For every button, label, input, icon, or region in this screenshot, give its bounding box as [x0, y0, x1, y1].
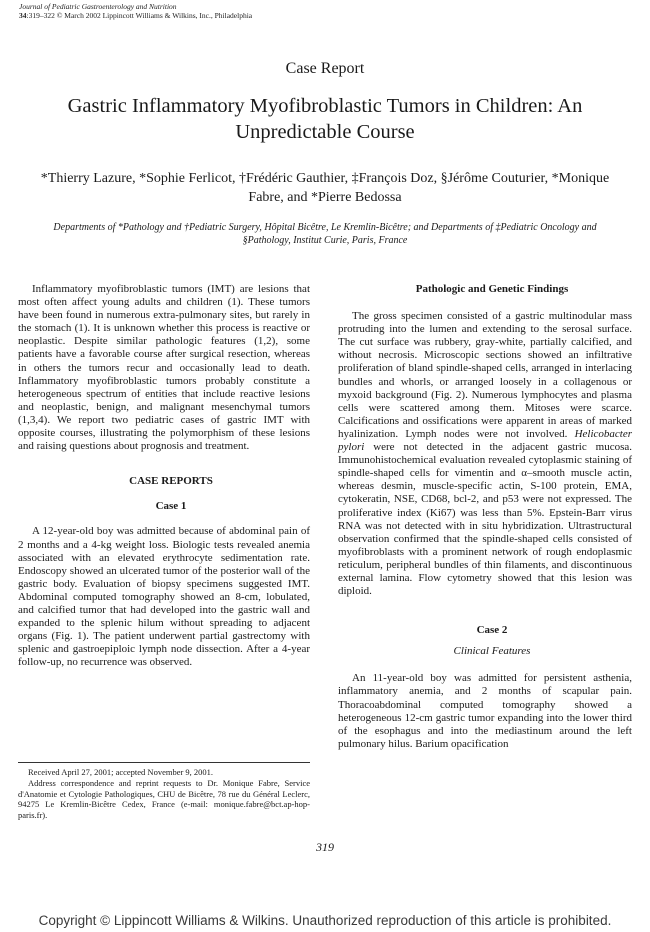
footnote: [18, 762, 310, 821]
clinical-features-heading: Clinical Features: [453, 645, 531, 658]
pathology-text-2: were not detected in the adjacent gastric mucosa. Immunohistochemical evaluation revealed cytoplasmic staining of spindle-shaped cells for vimentin and α–smooth muscle actin, whereas desmin, muscle-specific actin, S-100 protein, EMA, cytokeratin, NSE, CD68, bcl-2, and p53 were not expressed. The proliferative index (Ki67) was less than 5%. Epstein-Barr virus RNA was not detected with in situ hybridization. Ultrastructural observation confirmed that the spindle-shaped cells consisted of myofibroblasts with a prominent network of rough endoplasmic reticulum, peripheral bundles of thin filaments, and discontinuous external lamina. Flow cytometry showed that this lesion was diploid.: [338, 441, 632, 598]
footnote-received: Received April 27, 2001; accepted November 9, 2001.: [28, 767, 214, 777]
pathology-text-1: The gross specimen consisted of a gastric multinodular mass protruding into the lumen and extending to the serosal surface. The cut surface was rubbery, gray-white, partially calcified, and without necrosis. Microscopic sections showed an infiltrative proliferation of bland spindle-shaped cells, arranged in interlacing bundles and whorls, or arranged loosely in a collagenous or myxoid background (Fig. 2). Numerous lymphocytes and plasma cells were scattered among them. Mitoses were scarce. Calcifications and ossifications were apparent in areas of marked hyalinization. Lymph nodes were not involved.: [338, 310, 632, 440]
affiliations: Departments of *Pathology and †Pediatric Surgery, Hôpital Bicêtre, Le Kremlin-Bicêtre; and Departments of ‡Pediatric Oncology and §Pathology, Institut Curie, Paris, France: [53, 222, 597, 246]
case2-heading: Case 2: [476, 624, 508, 637]
pathology-italic-term: Helicobacter pylori: [338, 427, 633, 454]
case2-paragraph: An 11-year-old boy was admitted for persistent asthenia, inflammatory anemia, and 2 months of scapular pain. Thoracoabdominal computed tomography showed a heterogeneous 12-cm gastric tumor expanding into the lower third of the esophagus and into the mediastinum around the left pulmonary hilus. Barium opacification: [338, 672, 632, 750]
pathology-paragraph: [338, 310, 632, 598]
journal-name: Journal of Pediatric Gastroenterology and Nutrition: [19, 2, 177, 11]
left-column: [18, 283, 310, 669]
journal-volume: 34: [19, 11, 27, 20]
journal-header: [19, 2, 252, 20]
footnote-correspondence: Address correspondence and reprint requests to Dr. Monique Fabre, Service d'Anatomie et Cytologie Pathologiques, CHU de Bicêtre, 78 rue du Général Leclerc, 94275 Le Kremlin-Bicêtre Cedex, France (e-mail: monique.fabre@bct.ap-hop-paris.fr).: [18, 777, 310, 821]
case-reports-heading: CASE REPORTS: [129, 475, 213, 488]
article-type: Case Report: [285, 60, 365, 77]
author-list: *Thierry Lazure, *Sophie Ferlicot, †Frédéric Gauthier, ‡François Doz, §Jérôme Couturier, *Monique Fabre, and *Pierre Bedossa: [40, 171, 610, 205]
journal-details: :319–322 © March 2002 Lippincott Williams & Wilkins, Inc., Philadelphia: [26, 11, 253, 20]
intro-paragraph: Inflammatory myofibroblastic tumors (IMT) are lesions that most often affect young adults and children (1). These tumors have been found in numerous extra-pulmonary sites, but rarely in the stomach (1). It is unknown whether this process is reactive or neoplastic. Despite similar pathologic features (1,2), some patients have a favorable course after surgical resection, whereas in others the tumors recur and occasionally lead to death. Inflammatory myofibroblastic tumors probably constitute a heterogeneous spectrum of entities that include reactive lesions and neoplastic, benign, and malignant mesenchymal tumors (1,3,4). We report two pediatric cases of gastric IMT with opposite courses, illustrating the polymorphism of these lesions and raising questions about prognosis and treatment.: [18, 283, 310, 453]
case1-paragraph: A 12-year-old boy was admitted because of abdominal pain of 2 months and a 4-kg weight loss. Biologic tests revealed anemia associated with an elevated erythrocyte sedimentation rate. Endoscopy showed an ulcerated tumor of the posterior wall of the gastric body. Evaluation of biopsy specimens suggested IMT. Abdominal computed tomography showed an 8-cm, lobulated, and calcified tumor that had developed into the gastric wall and expanded to the splenic hilum without spreading to adjacent organs (Fig. 1). The patient underwent partial gastrectomy with splenic and gastroepiploic lymph node dissection. After a 4-year follow-up, no recurrence was observed.: [18, 525, 310, 669]
article-title: Gastric Inflammatory Myofibroblastic Tumors in Children: An Unpredictable Course: [67, 95, 583, 143]
case1-heading: Case 1: [155, 500, 187, 513]
copyright-notice: Copyright © Lippincott Williams & Wilkins. Unauthorized reproduction of this article is prohibited.: [38, 913, 612, 928]
right-column: [338, 283, 632, 751]
page-number: 319: [316, 840, 334, 854]
pathology-heading: Pathologic and Genetic Findings: [415, 283, 569, 295]
